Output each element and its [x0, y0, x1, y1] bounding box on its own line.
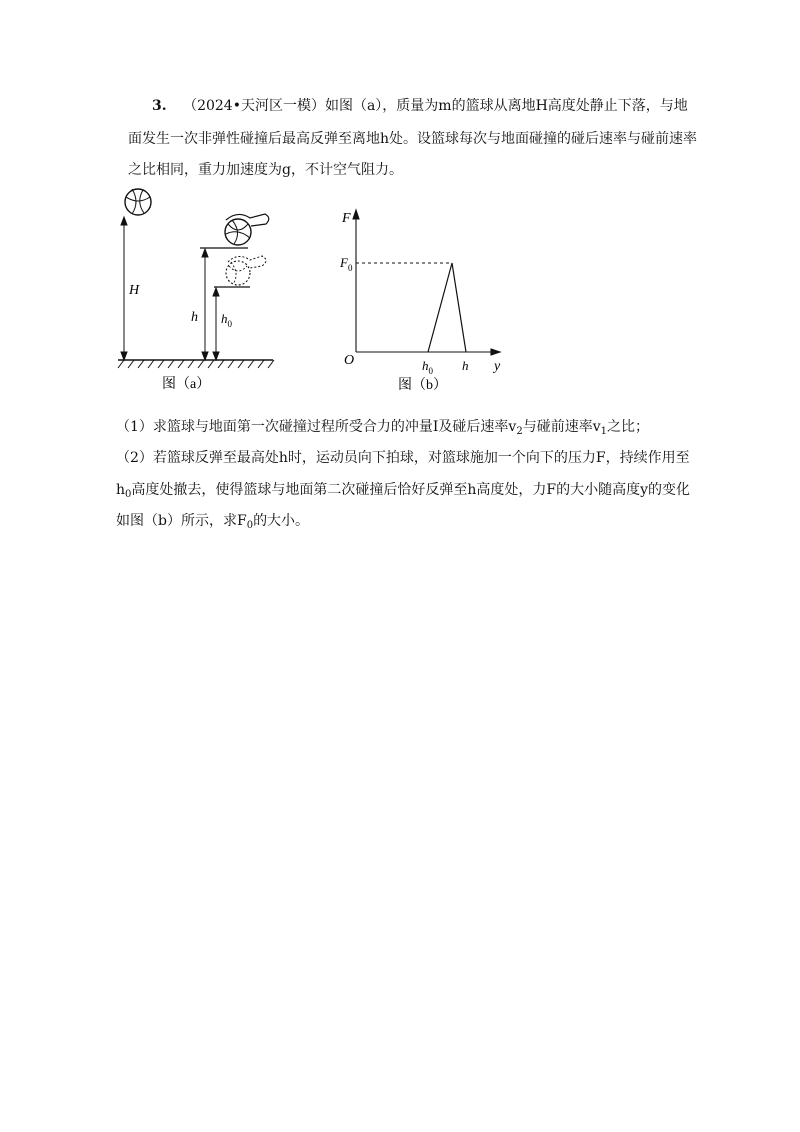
hand-ball-dashed-icon: [226, 256, 266, 285]
caption-b: 图（b）: [398, 378, 447, 393]
arrow-H: [121, 217, 127, 360]
question-stem-2: 面发生一次非弹性碰撞后最高反弹至离地h处。设篮球每次与地面碰撞的碰后速率与碰前速率: [128, 131, 698, 147]
question-number: 3.: [152, 98, 167, 114]
arrow-h: [202, 249, 208, 360]
F0-label: $F_0$: [340, 255, 353, 273]
basketball-top-icon: [125, 189, 151, 215]
hand-ball-icon: [225, 214, 269, 245]
part-2-line-2: $h_0$高度处撤去，使得篮球与地面第二次碰撞后恰好反弹至h高度处，力F的大小随高度y的变化: [116, 482, 691, 500]
ground: [118, 360, 274, 368]
caption-a: 图（a）: [162, 377, 211, 392]
question-stem-3: 之比相同，重力加速度为g，不计空气阻力。: [128, 162, 403, 178]
figure-b: [330, 200, 515, 395]
part-1: （1）求篮球与地面第一次碰撞过程所受合力的冲量I及碰后速率$v_2$与碰前速率$v_1$之比；: [116, 419, 650, 437]
question-line-1: [152, 97, 688, 115]
origin-label: O: [344, 353, 355, 368]
axis-F: [353, 210, 359, 352]
arrow-h0: [213, 288, 219, 360]
figure-a: [110, 180, 285, 395]
h-tick-label: h: [462, 358, 469, 373]
label-H: H: [129, 283, 140, 298]
force-curve: [428, 263, 466, 352]
axis-F-label: F: [342, 211, 351, 226]
part-2-line-3: 如图（b）所示，求$F_0$的大小。: [116, 513, 310, 531]
label-h: h: [191, 310, 198, 325]
axis-y-label: y: [494, 359, 501, 374]
h0-tick-label: $h_0$: [422, 358, 433, 376]
part-2-line-1: （2）若篮球反弹至最高处h时，运动员向下拍球，对篮球施加一个向下的压力F，持续作用至: [116, 450, 690, 466]
label-h0: $h_0$: [221, 311, 232, 329]
question-stem-1: （2024•天河区一模）如图（a），质量为m的篮球从离地H高度处静止下落，与地: [183, 98, 688, 114]
